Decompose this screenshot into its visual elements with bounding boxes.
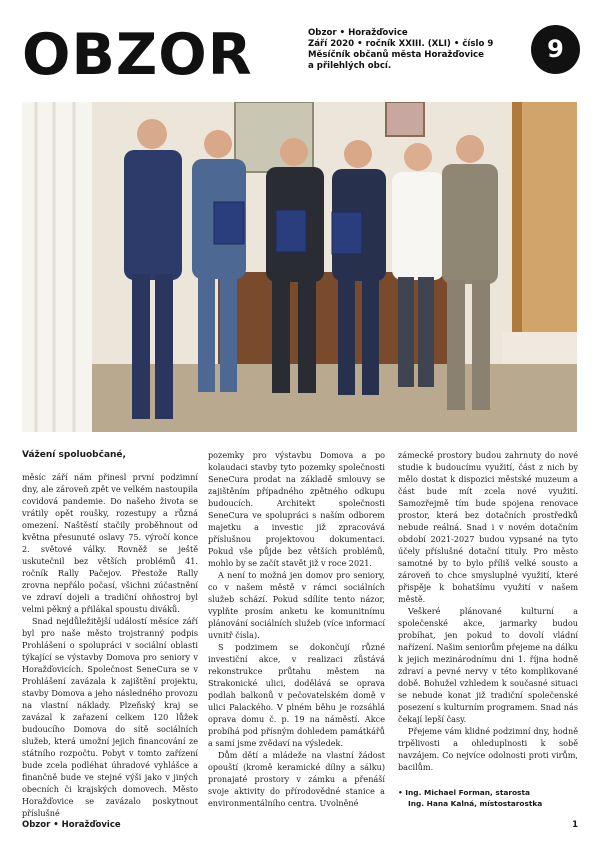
article-column-2 <box>208 449 385 809</box>
article-column-3 <box>398 449 578 809</box>
issue-line: Září 2020 • ročník XXIII. (XLI) • číslo 9 <box>308 39 494 49</box>
group-photo-illustration <box>22 102 577 432</box>
signature-mayor: • Ing. Michael Forman, starosta <box>398 788 530 797</box>
paragraph: A není to možná jen domov pro seniory, co v našem městě v rámci sociálních služeb schází. Pokud sdílíte tento názor, vyplňte prosím anketu ke komunitnímu plánování sociálních služeb (více informací uvnitř čísla). <box>208 570 385 640</box>
certificate-folder <box>332 212 362 254</box>
newspaper-title: OBZOR <box>22 22 253 88</box>
paragraph: zámecké prostory budou zahrnuty do nové studie k budoucímu využití, část z nich by mělo dostat k dispozici městské muzeum a část bude mít zcela nové využití. Samozřejmě tím bude spojena renovace prostor, která bez dotačních prostředků nebude reálná. Snad i v novém dotačním období 2021-2027 budou vypsané na tyto účely příslušné dotační tituly. Pro město samotné by to bylo příliš velké sousto a zároveň to chce smysluplné využití, které přispěje k bohatšímu využití v našem městě. <box>398 450 578 604</box>
paragraph: měsíc září nám přinesl první podzimní dny, ale zároveň zpět ve velkém nastoupila covidová pandemie. Do našeho života se vrátily opět roušky, rozestupy a různá omezení. Naštěstí stačily proběhnout od května přesunuté oslavy 75. výročí konce 2. světové války. Rovněž se ještě uskutečnil bez větších problémů 41. ročník Rally Pačejov. Přestože Rally zrovna nepřálo počasí, všichni zúčastnění ve zdraví dojeli a tradiční ohňostroj byl velmi pěkný a přilákal spoustu diváků. <box>22 472 198 614</box>
greeting: Vážení spoluobčané, <box>22 450 126 460</box>
issue-number-badge: 9 <box>531 25 580 74</box>
issue-line: Obzor • Horažďovice <box>308 28 408 38</box>
issue-line: a přilehlých obcí. <box>308 61 392 71</box>
signatures <box>398 787 578 809</box>
footer-publication: Obzor • Horažďovice <box>22 820 121 830</box>
signature-deputy-mayor: Ing. Hana Kalná, místostarostka <box>408 799 543 808</box>
group-photo <box>22 102 577 432</box>
certificate-folder <box>276 210 306 252</box>
paragraph: Dům dětí a mládeže na vlastní žádost opouští (kromě keramické dílny a sálku) pronajaté prostory v zámku a přenáší svoje aktivity do přírodovědné stanice a environmentálního centra. Uvolněné <box>208 750 385 808</box>
paragraph: Snad nejdůležitější událostí měsíce září byl pro naše město trojstranný podpis Prohlášení o spolupráci v sociální oblasti týkající se výstavby Domova pro seniory v Horažďovicích. Společnost SeneCura se v Prohlášení zavázala k zajištění projektu, stavby Domova a jeho následného provozu na vlastní náklady. Plzeňský kraj se zavázal k zařazení celkem 120 lůžek budoucího Domova do sítě sociálních služeb, která umožní jejich financování ze státního rozpočtu. Pobyt v tomto zařízení bude zcela podléhat úhradové vyhlášce a finančně bude ve stejné výši jako v jiných obecních či krajských domovech. Město Horažďovice se zavázalo poskytnout příslušné <box>22 616 198 818</box>
paragraph: Přejeme vám klidné podzimní dny, hodně trpělivosti a ohleduplnosti k sobě navzájem. Co nejvíce odolnosti proti virům, bacilům. <box>398 726 578 772</box>
paragraph: S podzimem se dokončují různé investiční akce, v realizaci zůstává rekonstrukce průtahu městem na Strakonické ulici, dodělává se oprava podlah balkonů v pečovatelském domě v ulici Palackého. V plném běhu je rozsáhlá oprava domu č. p. 19 na náměstí. Akce probíhá pod přísným dohledem památkářů a samí jsme zvědaví na výsledek. <box>208 642 385 748</box>
masthead <box>22 22 580 92</box>
paragraph: pozemky pro výstavbu Domova a po kolaudaci stavby tyto pozemky společnosti SeneCura prodat na základě smlouvy se zajištěním případného zpětného odkupu budoucích. Architekt společnosti SeneCura ve spolupráci s naším odborem majetku a investic již zpracovává příslušnou projektovou dokumentaci. Pokud vše půjde bez větších problémů, mohlo by se začít stavět již v roce 2021. <box>208 450 385 568</box>
page-footer <box>22 820 578 834</box>
issue-info <box>308 28 513 72</box>
article-column-1 <box>22 449 198 819</box>
issue-line: Měsíčník občanů města Horažďovice <box>308 50 484 60</box>
paragraph: Veškeré plánované kulturní a společenské akce, jarmarky budou probíhat, jen pokud to dovolí vládní nařízení. Našim seniorům přejeme na dálku k jejich mezinárodnímu dni 1. října hodně zdraví a pevné nervy v této komplikované době. Bohužel vzhledem k současné situaci se nebude konat již tradiční společenské posezení s kulturním programem. Snad nás čekají lepší časy. <box>398 606 578 724</box>
certificate-folder <box>214 202 244 244</box>
page-number: 1 <box>572 820 578 830</box>
